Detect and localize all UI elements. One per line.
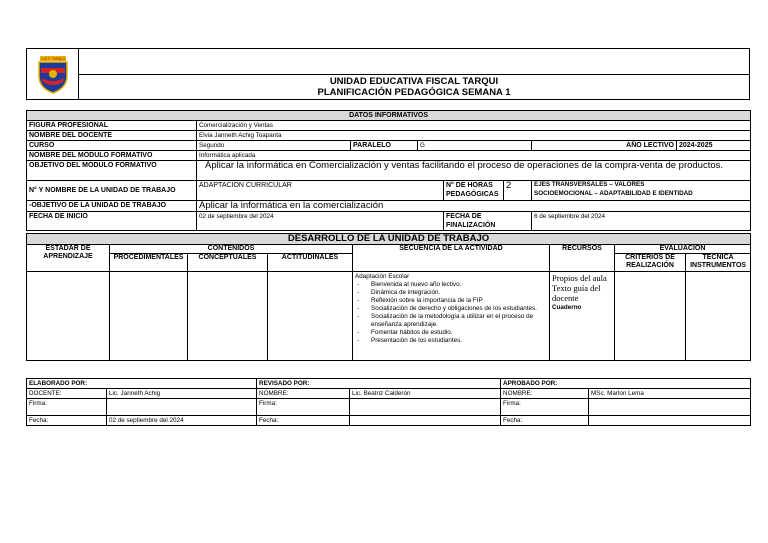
inicio-label: FECHA DE INICIO (27, 212, 197, 231)
fecha-aprobado-cell (589, 416, 751, 426)
fin-label: FECHA DE FINALIZACIÓN (444, 212, 532, 231)
firma-label: Firma: (27, 399, 107, 416)
revisor-value: Lic. Beatriz Calderón (350, 389, 501, 399)
list-item: - Presentación de los estudiantes. (371, 337, 547, 345)
col-actitudinales: ACTITUDINALES (268, 254, 353, 272)
col-conceptuales: CONCEPTUALES (188, 254, 268, 272)
recursos-2: Texto guía del docente (552, 283, 601, 303)
ejes-line-2: SOCIOEMOCIONAL – ADAPTABILIDAD E IDENTIDAD (534, 189, 693, 197)
revisado-label: REVISADO POR: (257, 379, 501, 389)
aprobado-label: APROBADO POR: (501, 379, 751, 389)
list-item: - Fomentar hábitos de estudio. (371, 329, 547, 337)
firma-aprobado-cell (589, 399, 751, 416)
info-section-title: DATOS INFORMATIVOS (27, 111, 751, 121)
ejes-cell (532, 181, 751, 201)
elaborado-label: ELABORADO POR: (27, 379, 257, 389)
unidad-value: ADAPTACION CURRICULAR (197, 181, 444, 201)
firma-revisado-cell (350, 399, 501, 416)
col-tecnica: TECNICA INSTRUMENTOS (686, 254, 751, 272)
docente-value: Elvia Janneth Achig Toapanta (197, 131, 751, 141)
curso-value: Segundo (197, 141, 351, 151)
col-estandar: ESTADAR DE APRENDIZAJE (27, 245, 110, 272)
docente-label: DOCENTE: (27, 389, 107, 399)
actitudinales-cell (268, 272, 353, 361)
header-table (26, 48, 750, 100)
col-contenidos: CONTENIDOS (110, 245, 353, 254)
nombre-label: NOMBRE: (501, 389, 589, 399)
firmas-table (26, 378, 751, 426)
ejes-line-1: EJES TRANSVERSALES – VALORES (534, 181, 645, 188)
recursos-3: Cuaderno (552, 304, 582, 311)
tecnica-cell (686, 272, 751, 361)
list-item: - Socialización de derecho y obligaciones de los estudiantes. (371, 305, 547, 313)
desarrollo-table (26, 233, 751, 361)
docente-label: NOMBRE DEL DOCENTE (27, 131, 197, 141)
col-evaluacion: EVALUACION (615, 245, 751, 254)
school-name-cell (79, 49, 750, 75)
info-table (26, 110, 751, 231)
fecha-label: Fecha: (27, 416, 107, 426)
fecha-label: Fecha: (257, 416, 350, 426)
obj-unidad-value: Aplicar la informática en la comercialización (197, 201, 751, 212)
paralelo-value: G (418, 141, 532, 151)
crest-text: U.E.F. TARQUI (40, 57, 65, 62)
anio-value: 2024-2025 (677, 141, 751, 151)
unidad-label: N° Y NOMBRE DE LA UNIDAD DE TRABAJO (27, 181, 197, 201)
curso-label: CURSO (27, 141, 197, 151)
school-crest-icon (34, 54, 72, 94)
list-item: - Dinámica de integración. (371, 289, 547, 297)
fecha-revisado-cell (350, 416, 501, 426)
school-name: UNIDAD EDUCATIVA FISCAL TARQUI (329, 76, 499, 87)
conceptuales-cell (188, 272, 268, 361)
fecha-label: Fecha: (501, 416, 589, 426)
col-procedimentales: PROCEDIMENTALES (110, 254, 188, 272)
list-item: - Reflexión sobre la importancia de la FIP (371, 297, 547, 305)
plan-title: PLANIFICACIÓN PEDAGÓGICA SEMANA 1 (317, 87, 511, 98)
modulo-label: NOMBRE DEL MÓDULO FORMATIVO (27, 151, 197, 161)
secuencia-title: Adaptación Escolar (355, 273, 410, 280)
list-item: - Bienvenida al nuevo año lectivo. (371, 281, 547, 289)
secuencia-list (355, 281, 547, 345)
col-recursos: RECURSOS (550, 245, 615, 272)
modulo-value: Informática aplicada (197, 151, 751, 161)
recursos-cell (550, 272, 615, 361)
firma-label: Firma: (257, 399, 350, 416)
obj-unidad-label: -OBJETIVO DE LA UNIDAD DE TRABAJO (27, 201, 197, 212)
horas-label: N° DE HORAS PEDAGÓGICAS (444, 181, 504, 201)
paralelo-label: PARALELO (351, 141, 418, 151)
figura-label: FIGURA PROFESIONAL (27, 121, 197, 131)
logo-cell (27, 49, 79, 100)
procedimentales-cell (110, 272, 188, 361)
col-criterios: CRITERIOS DE REALIZACIÓN (615, 254, 686, 272)
nombre-label: NOMBRE: (257, 389, 350, 399)
recursos-1: Propios del aula (552, 273, 607, 283)
secuencia-cell (353, 272, 550, 361)
desarrollo-title: DESARROLLO DE LA UNIDAD DE TRABAJO (27, 234, 751, 245)
anio-label: AÑO LECTIVO (532, 141, 677, 151)
objetivo-value: Aplicar la informática en Comercialización y ventas facilitando el proceso de operaciones de la compra-venta de productos. (197, 161, 751, 181)
school-title-cell (79, 75, 750, 100)
horas-value: 2 (504, 181, 532, 201)
firma-elaborado-cell (107, 399, 257, 416)
list-item: - Socialización de la metodología a utilizar en el proceso de enseñanza aprendizaje. (371, 313, 547, 329)
docente-value: Lic. Janneth Achig (107, 389, 257, 399)
firma-label: Firma: (501, 399, 589, 416)
inicio-value: 02 de septiembre del 2024 (197, 212, 444, 231)
aprobador-value: MSc. Marlon Lema (589, 389, 751, 399)
objetivo-label: OBJETIVO DEL MÓDULO FORMATIVO (27, 161, 197, 181)
fin-value: 6 de septiembre del 2024 (532, 212, 751, 231)
col-secuencia: SECUENCIA DE LA ACTIVIDAD (353, 245, 550, 272)
figura-value: Comercialización y Ventas (197, 121, 751, 131)
criterios-cell (615, 272, 686, 361)
estandar-cell (27, 272, 110, 361)
fecha-value: 02 de septiembre del 2024 (107, 416, 257, 426)
